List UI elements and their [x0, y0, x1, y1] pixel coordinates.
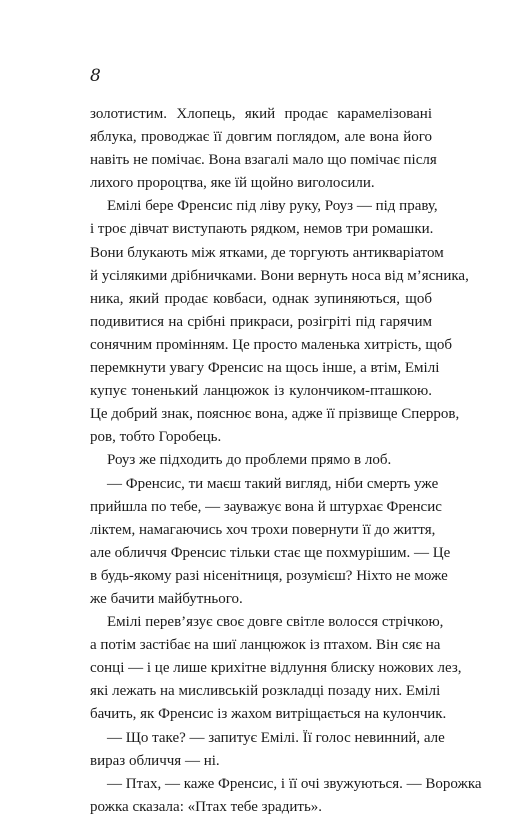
- text-line: а потім застібає на шиї ланцюжок із птахом. Він сяє на: [90, 637, 441, 654]
- text-line: Вони блукають між ятками, де торгують антикваріатом: [90, 244, 444, 261]
- text-line: лихого пророцтва, яке їй щойно виголосили.: [90, 175, 375, 192]
- text-line: Емілі перев’язує своє довге світле волосся стрічкою,: [107, 614, 444, 631]
- body-text: [90, 103, 482, 819]
- text-line: навіть не помічає. Вона взагалі мало що помічає після: [90, 152, 437, 169]
- page-number: 8: [90, 66, 101, 86]
- text-line: Емілі бере Френсис під ліву руку, Роуз — під праву,: [107, 198, 438, 215]
- text-line: які лежать на мисливській розкладці позаду них. Емілі: [90, 683, 441, 700]
- text-line: сонячним промінням. Це просто маленька хитрість, щоб: [90, 336, 453, 353]
- text-line: рожка сказала: «Птах тебе зрадить».: [90, 798, 323, 815]
- text-line: — Птах, — каже Френсис, і її очі звужуються. — Ворожка: [107, 775, 482, 792]
- text-line: же бачити майбутнього.: [90, 590, 243, 607]
- text-line: золотистим. Хлопець, який продає карамелізовані: [90, 106, 432, 122]
- text-line: — Френсис, ти маєш такий вигляд, ніби смерть уже: [107, 475, 439, 492]
- text-line: прийшла по тебе, — зауважує вона й штурхає Френсис: [90, 498, 442, 515]
- text-line: сонці — і це лише крихітне відлуння блиску ножових лез,: [90, 660, 462, 677]
- text-line: і троє дівчат виступають рядком, немов три ромашки.: [90, 221, 434, 238]
- text-line: перемкнути увагу Френсис на щось інше, а втім, Емілі: [90, 360, 440, 377]
- text-line: ника, який продає ковбаси, однак зупиняються, щоб: [90, 290, 432, 307]
- text-line: вираз обличчя — ні.: [90, 752, 220, 769]
- text-line: Це добрий знак, пояснює вона, адже її прізвище Сперров,: [90, 406, 460, 423]
- text-line: яблука, проводжає її довгим поглядом, але вона його: [90, 129, 432, 146]
- text-line: купує тоненький ланцюжок із кулончиком-пташкою.: [90, 383, 432, 400]
- text-line: в будь-якому разі нісенітниця, розумієш? Ніхто не може: [90, 567, 448, 584]
- text-line: подивитися на срібні прикраси, розігріті під гарячим: [90, 313, 432, 330]
- text-line: Роуз же підходить до проблеми прямо в лоб.: [107, 452, 392, 469]
- text-line: бачить, як Френсис із жахом витріщається на кулончик.: [90, 706, 447, 723]
- text-line: але обличчя Френсис тільки стає ще похмурішим. — Це: [90, 544, 451, 561]
- text-line: ліктем, намагаючись хоч трохи повернути її до життя,: [90, 521, 436, 538]
- text-line: — Що таке? — запитує Емілі. Її голос невинний, але: [107, 729, 445, 746]
- text-line: й усілякими дрібничками. Вони вернуть носа від м’ясника,: [90, 267, 469, 284]
- text-line: ров, тобто Горобець.: [90, 429, 222, 446]
